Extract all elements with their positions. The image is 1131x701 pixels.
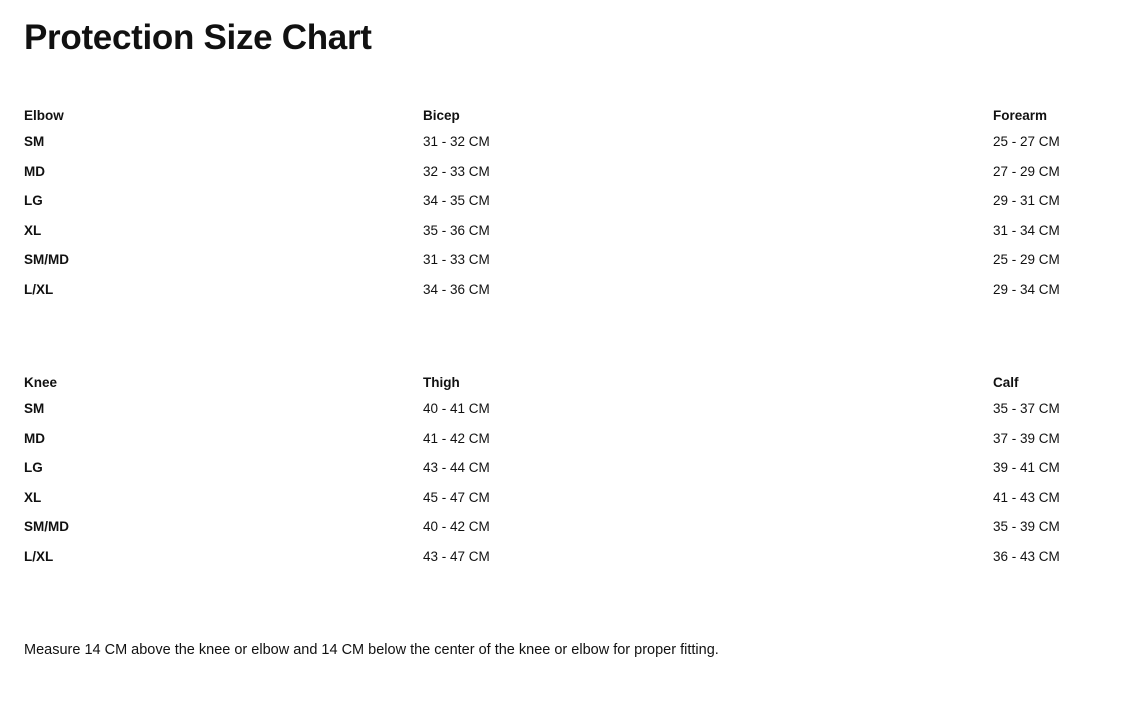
cell-bicep: 31 - 33 CM bbox=[423, 252, 490, 267]
column-header-thigh: Thigh bbox=[423, 375, 460, 390]
page-title: Protection Size Chart bbox=[24, 18, 372, 57]
cell-size: XL bbox=[24, 489, 42, 505]
cell-size: MD bbox=[24, 163, 45, 179]
table-row bbox=[24, 164, 1074, 194]
table-row bbox=[24, 223, 1074, 253]
table-row bbox=[24, 252, 1074, 282]
cell-bicep: 32 - 33 CM bbox=[423, 163, 490, 179]
table-header-row bbox=[24, 108, 1074, 134]
column-header-size: Elbow bbox=[24, 108, 64, 123]
cell-size: SM bbox=[24, 401, 45, 416]
cell-forearm: 25 - 29 CM bbox=[993, 252, 1060, 267]
cell-size: LG bbox=[24, 193, 43, 208]
cell-size: SM/MD bbox=[24, 252, 69, 267]
cell-forearm: 25 - 27 CM bbox=[993, 134, 1060, 149]
table-row bbox=[24, 134, 1074, 164]
upper-body-size-table bbox=[24, 108, 1074, 311]
table-row bbox=[24, 490, 1074, 520]
cell-size: L/XL bbox=[24, 548, 54, 564]
cell-thigh: 43 - 44 CM bbox=[423, 460, 490, 475]
cell-size: L/XL bbox=[24, 281, 54, 297]
cell-forearm: 29 - 31 CM bbox=[993, 193, 1060, 208]
cell-thigh: 43 - 47 CM bbox=[423, 548, 490, 564]
lower-body-size-table bbox=[24, 375, 1074, 578]
cell-size: SM bbox=[24, 134, 45, 149]
cell-thigh: 45 - 47 CM bbox=[423, 489, 490, 505]
table-row bbox=[24, 549, 1074, 579]
cell-thigh: 41 - 42 CM bbox=[423, 430, 490, 446]
cell-calf: 36 - 43 CM bbox=[993, 548, 1060, 564]
cell-calf: 37 - 39 CM bbox=[993, 430, 1060, 446]
cell-bicep: 35 - 36 CM bbox=[423, 222, 490, 238]
cell-forearm: 27 - 29 CM bbox=[993, 163, 1060, 179]
cell-forearm: 31 - 34 CM bbox=[993, 222, 1060, 238]
table-row bbox=[24, 519, 1074, 549]
cell-bicep: 34 - 35 CM bbox=[423, 193, 490, 208]
cell-size: XL bbox=[24, 222, 42, 238]
cell-size: LG bbox=[24, 460, 43, 475]
cell-thigh: 40 - 41 CM bbox=[423, 401, 490, 416]
cell-calf: 35 - 39 CM bbox=[993, 519, 1060, 534]
table-row bbox=[24, 460, 1074, 490]
cell-bicep: 34 - 36 CM bbox=[423, 281, 490, 297]
column-header-forearm: Forearm bbox=[993, 108, 1048, 123]
column-header-bicep: Bicep bbox=[423, 108, 460, 123]
table-row bbox=[24, 401, 1074, 431]
cell-calf: 35 - 37 CM bbox=[993, 401, 1060, 416]
cell-size: SM/MD bbox=[24, 519, 69, 534]
cell-forearm: 29 - 34 CM bbox=[993, 281, 1060, 297]
cell-bicep: 31 - 32 CM bbox=[423, 134, 490, 149]
cell-size: MD bbox=[24, 430, 45, 446]
column-header-calf: Calf bbox=[993, 375, 1019, 390]
table-row bbox=[24, 431, 1074, 461]
column-header-size: Knee bbox=[24, 375, 58, 390]
measurement-instructions: Measure 14 CM above the knee or elbow and 14 CM below the center of the knee or elbow for proper fitting. bbox=[24, 642, 719, 658]
table-row bbox=[24, 282, 1074, 312]
cell-calf: 39 - 41 CM bbox=[993, 460, 1060, 475]
cell-calf: 41 - 43 CM bbox=[993, 489, 1060, 505]
cell-thigh: 40 - 42 CM bbox=[423, 519, 490, 534]
table-header-row bbox=[24, 375, 1074, 401]
table-row bbox=[24, 193, 1074, 223]
